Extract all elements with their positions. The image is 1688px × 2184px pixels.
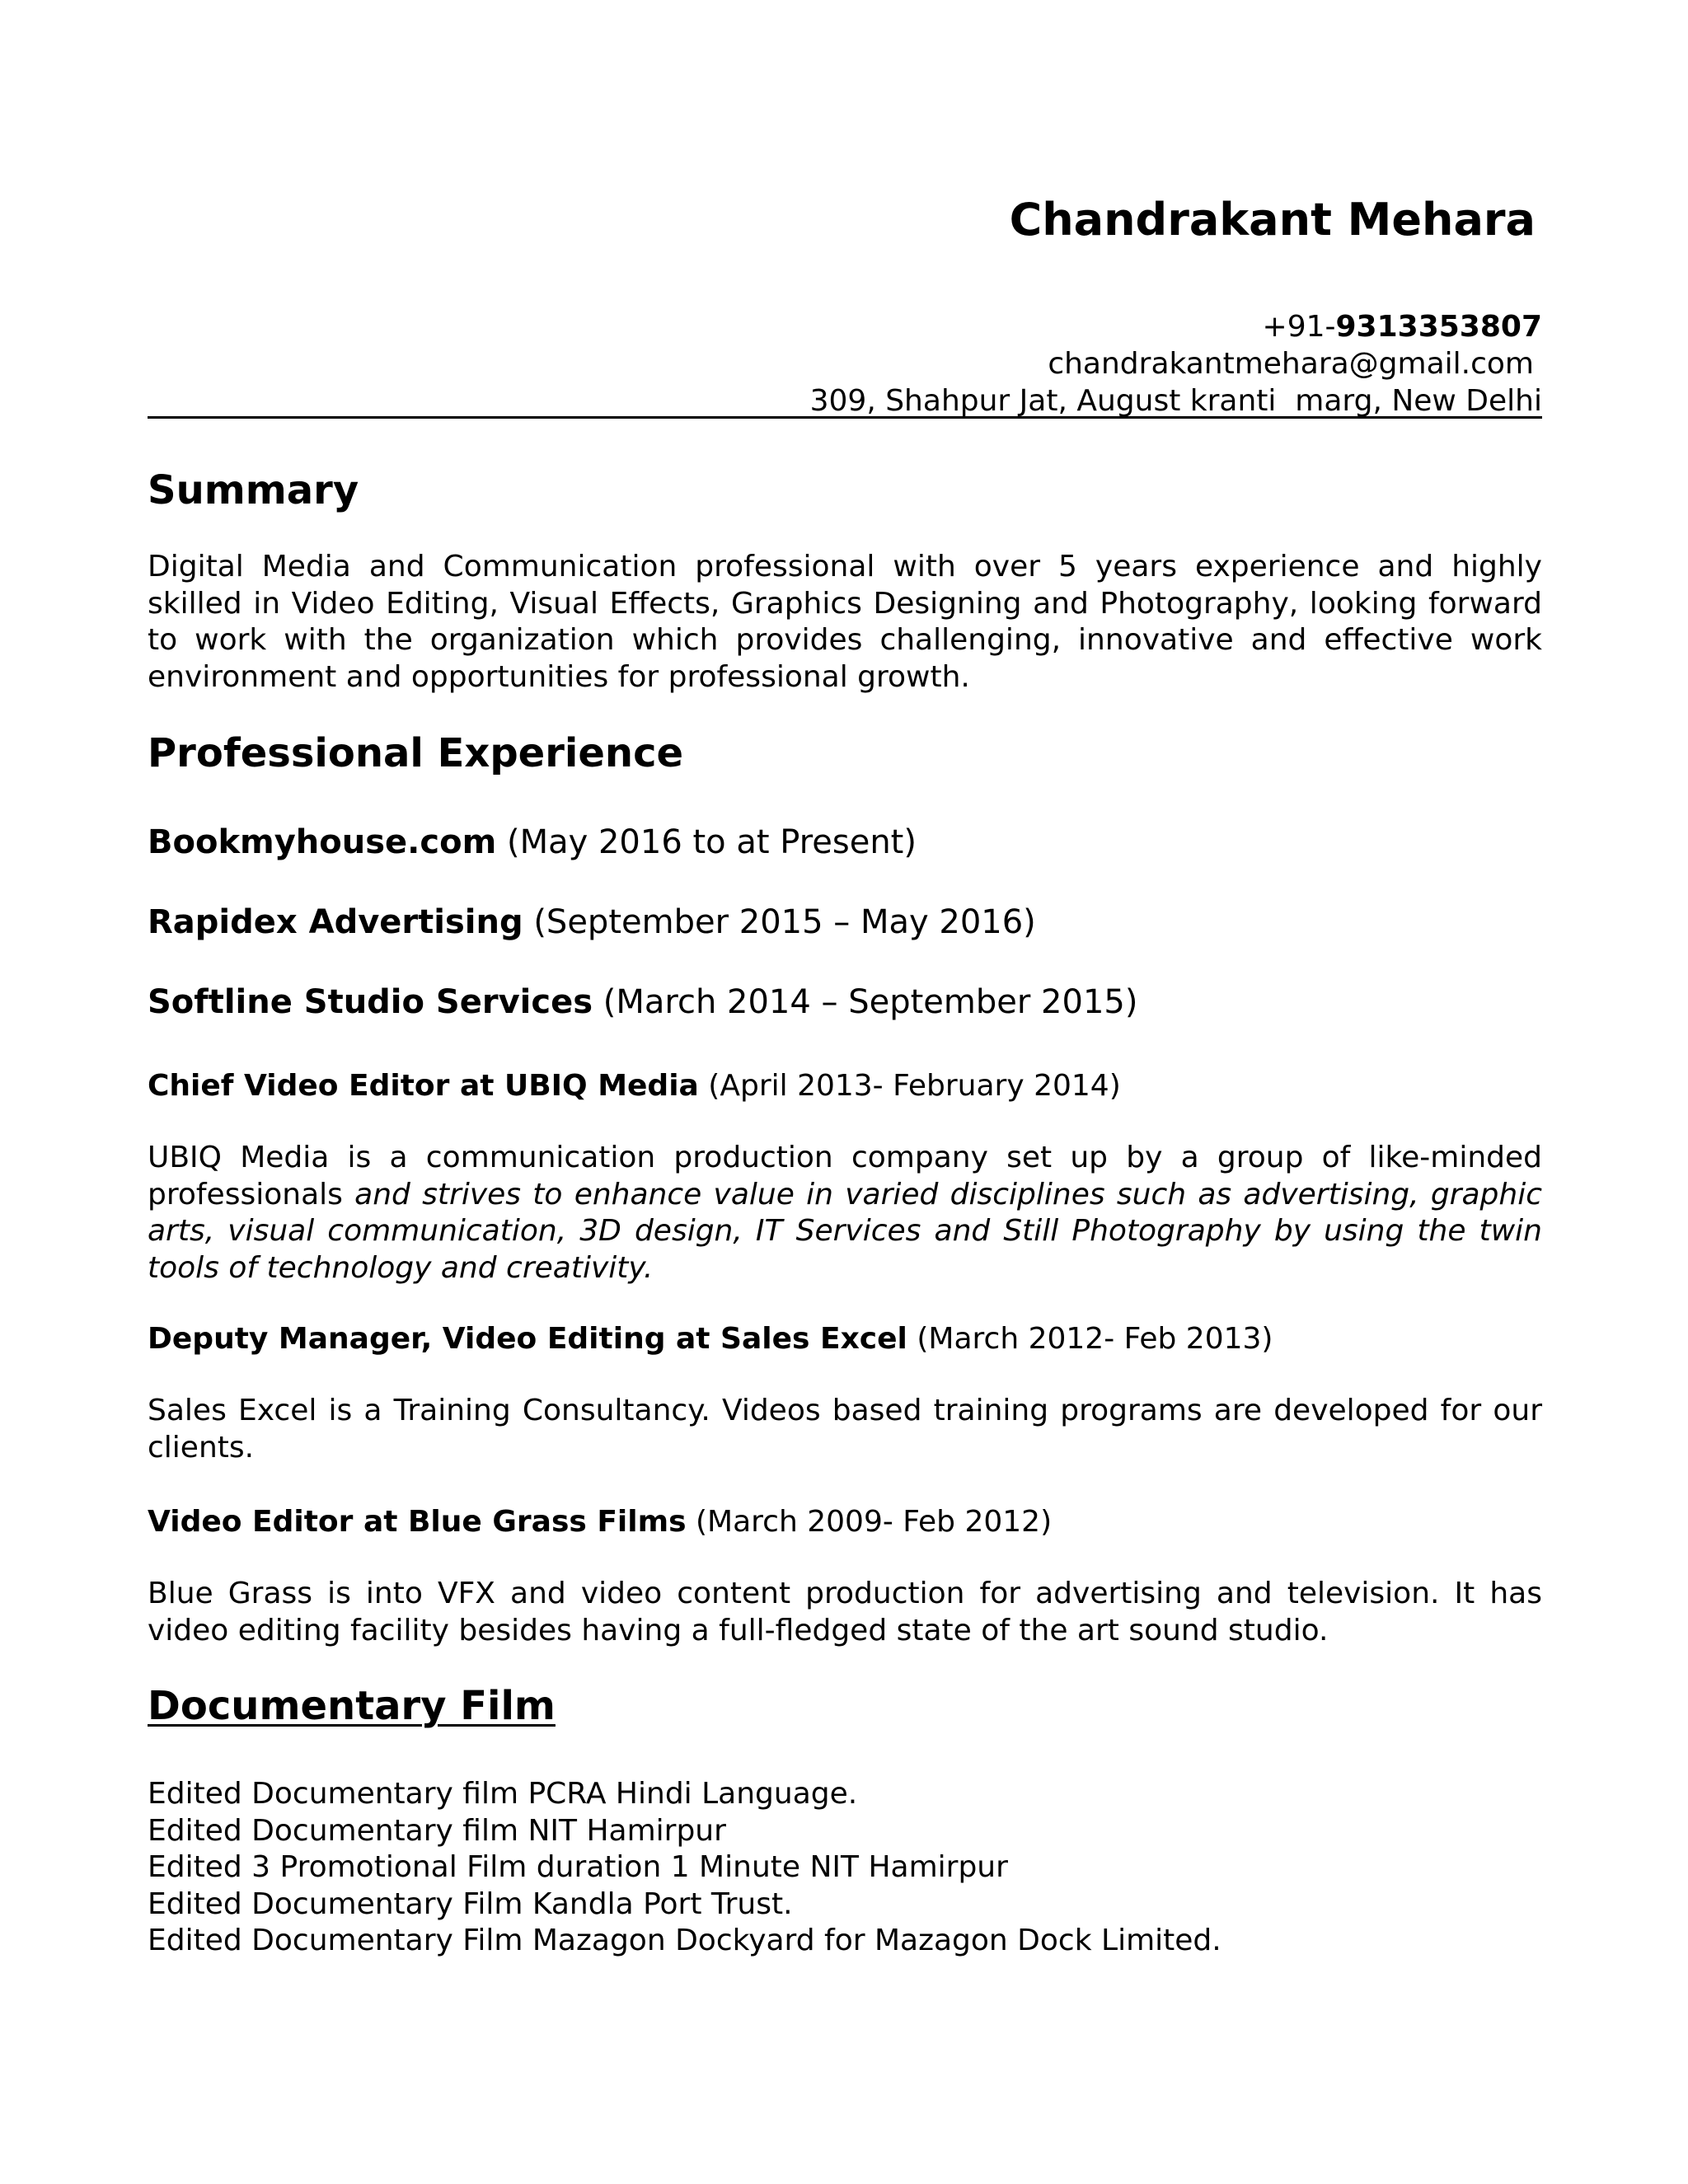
documentary-heading: Documentary Film xyxy=(148,1683,556,1729)
role-title: Video Editor at Blue Grass Films xyxy=(148,1505,687,1539)
header-divider xyxy=(148,416,1542,419)
company-entry xyxy=(148,902,1036,943)
role-description-plain: UBIQ Media is a communication production company set up by a group of like-minded professionals xyxy=(148,1141,1542,1212)
role-period: (March 2009- Feb 2012) xyxy=(696,1505,1053,1539)
list-item: Edited Documentary film NIT Hamirpur xyxy=(148,1813,726,1848)
role-title: Chief Video Editor at UBIQ Media xyxy=(148,1069,699,1103)
company-period: (September 2015 – May 2016) xyxy=(533,903,1036,941)
list-item: Edited 3 Promotional Film duration 1 Minute NIT Hamirpur xyxy=(148,1850,1008,1884)
phone xyxy=(810,308,1542,345)
role-period: (March 2012- Feb 2013) xyxy=(917,1322,1273,1356)
phone-number: 9313353807 xyxy=(1335,310,1542,344)
role-title: Deputy Manager, Video Editing at Sales Excel xyxy=(148,1322,907,1356)
role-entry xyxy=(148,1067,1121,1105)
address: 309, Shahpur Jat, August kranti marg, New Delhi xyxy=(809,384,1542,418)
company-period: (May 2016 to at Present) xyxy=(506,823,917,861)
role-entry xyxy=(148,1320,1273,1358)
summary-text: Digital Media and Communication professional with over 5 years experience and highly skilled in Video Editing, Visual Effects, Graphics Designing and Photography, looking forward to work with the organization which provides challenging, innovative and effective work environment and opportunities for professional growth. xyxy=(148,550,1542,694)
role-description: Blue Grass is into VFX and video content production for advertising and television. It has video editing facility besides having a full-fledged state of the art sound studio. xyxy=(148,1577,1542,1647)
company-entry xyxy=(148,822,917,863)
resume-header xyxy=(810,191,1542,419)
list-item: Edited Documentary film PCRA Hindi Language. xyxy=(148,1777,858,1811)
experience-heading: Professional Experience xyxy=(148,730,684,776)
list-item: Edited Documentary Film Mazagon Dockyard for Mazagon Dock Limited. xyxy=(148,1924,1221,1957)
candidate-name: Chandrakant Mehara xyxy=(1009,194,1536,246)
role-period: (April 2013- February 2014) xyxy=(708,1069,1121,1103)
company-name: Softline Studio Services xyxy=(148,983,593,1021)
email: chandrakantmehara@gmail.com xyxy=(1048,347,1534,381)
list-item: Edited Documentary Film Kandla Port Trust. xyxy=(148,1886,793,1921)
company-entry xyxy=(148,982,1137,1023)
role-entry xyxy=(148,1503,1052,1541)
documentary-list xyxy=(148,1776,1221,1960)
summary-heading: Summary xyxy=(148,467,359,513)
company-period: (March 2014 – September 2015) xyxy=(603,983,1138,1021)
phone-prefix: +91- xyxy=(1262,310,1336,344)
role-description: Sales Excel is a Training Consultancy. Videos based training programs are developed for our clients. xyxy=(148,1394,1542,1465)
company-name: Rapidex Advertising xyxy=(148,903,523,941)
resume-page xyxy=(148,0,1542,2184)
role-description xyxy=(148,1140,1542,1286)
company-name: Bookmyhouse.com xyxy=(148,823,497,861)
contact-block xyxy=(810,308,1542,419)
role-description-italic: and strives to enhance value in varied disciplines such as advertising, graphic arts, visual communication, 3D design, IT Services and Still Photography by using the twin tools of technology and creativity. xyxy=(148,1177,1543,1285)
